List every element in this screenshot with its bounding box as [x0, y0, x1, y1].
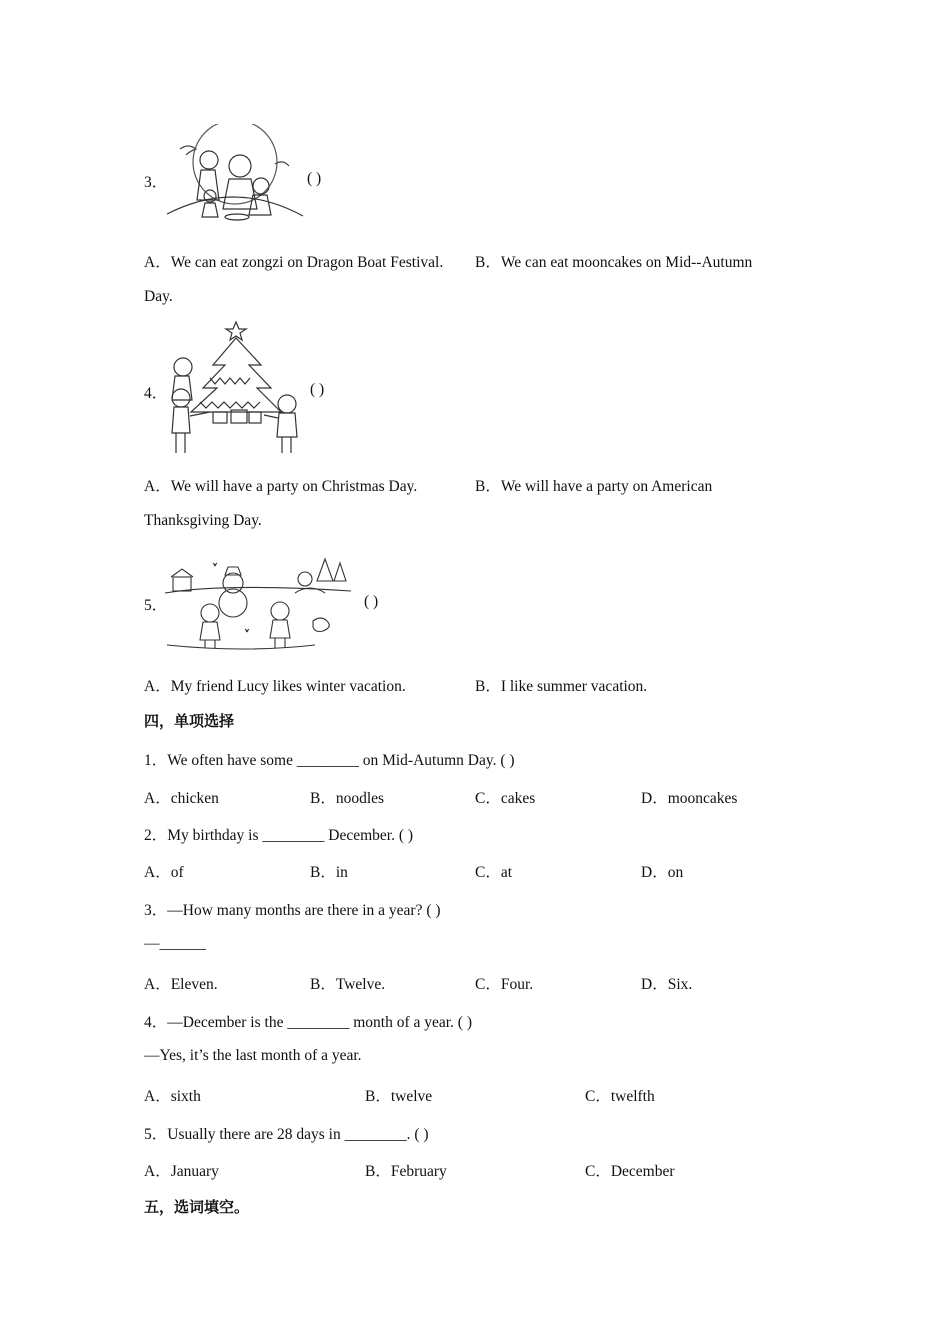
- s4-q4-stem: 4．—December is the ________ month of a year. ( ): [144, 1014, 472, 1031]
- s4-q2-option-d[interactable]: D．on: [641, 864, 684, 881]
- s4-q3-option-b[interactable]: B．Twelve.: [310, 976, 386, 993]
- q4-option-b[interactable]: B．We will have a party on American: [475, 478, 713, 495]
- q4-number: [144, 381, 167, 403]
- q5-option-b[interactable]: B．I like summer vacation.: [475, 678, 648, 695]
- s4-q1-option-d[interactable]: D．mooncakes: [641, 790, 738, 807]
- q4-option-a[interactable]: A．We will have a party on Christmas Day.: [144, 478, 418, 495]
- section4-heading: 四，单项选择: [144, 712, 235, 730]
- s4-q3-stem: 3．—How many months are there in a year? ( ): [144, 902, 441, 919]
- s4-q1-option-b[interactable]: B．noodles: [310, 790, 385, 807]
- s4-q4-response-line: —Yes, it’s the last month of a year.: [144, 1047, 362, 1064]
- winter-snowman-picture: [165, 553, 351, 653]
- s4-q2-stem: 2．My birthday is ________ December. ( ): [144, 827, 414, 844]
- s4-q4-option-a[interactable]: A．sixth: [144, 1088, 201, 1105]
- q5-number: 5．: [144, 597, 168, 614]
- s4-q3-answer-line: —______: [144, 935, 206, 952]
- q5-answer-paren[interactable]: ( ): [364, 593, 379, 610]
- s4-q1-option-c[interactable]: C．cakes: [475, 790, 536, 807]
- mid-autumn-family-picture: [165, 124, 305, 224]
- s4-q5-option-a[interactable]: A．January: [144, 1163, 219, 1180]
- q3-answer-paren[interactable]: ( ): [307, 170, 322, 187]
- q3-option-a[interactable]: A．We can eat zongzi on Dragon Boat Festival.: [144, 254, 444, 271]
- q3-option-b[interactable]: B．We can eat mooncakes on Mid--Autumn: [475, 254, 753, 271]
- s4-q3-option-c[interactable]: C．Four.: [475, 976, 534, 993]
- s4-q2-option-b[interactable]: B．in: [310, 864, 348, 881]
- s4-q4-option-c[interactable]: C．twelfth: [585, 1088, 655, 1105]
- q3-option-b-continued: Day.: [144, 288, 173, 305]
- s4-q4-option-b[interactable]: B．twelve: [365, 1088, 433, 1105]
- q4-answer-paren[interactable]: ( ): [310, 381, 325, 398]
- q5-option-a[interactable]: A．My friend Lucy likes winter vacation.: [144, 678, 406, 695]
- christmas-tree-picture: [165, 320, 305, 458]
- s4-q5-option-c[interactable]: C．December: [585, 1163, 675, 1180]
- s4-q5-option-b[interactable]: B．February: [365, 1163, 447, 1180]
- s4-q2-option-a[interactable]: A．of: [144, 864, 184, 881]
- q4-option-b-continued: Thanksgiving Day.: [144, 512, 262, 529]
- s4-q1-option-a[interactable]: A．chicken: [144, 790, 219, 807]
- s4-q1-stem: 1．We often have some ________ on Mid-Autumn Day. ( ): [144, 752, 515, 769]
- q4-number-text: 4．: [144, 385, 168, 402]
- q3-number: 3．: [144, 174, 168, 191]
- s4-q5-stem: 5．Usually there are 28 days in ________. ( ): [144, 1126, 429, 1143]
- s4-q3-option-a[interactable]: A．Eleven.: [144, 976, 218, 993]
- section5-heading: 五，选词填空。: [144, 1198, 250, 1216]
- s4-q3-option-d[interactable]: D．Six.: [641, 976, 693, 993]
- s4-q2-option-c[interactable]: C．at: [475, 864, 513, 881]
